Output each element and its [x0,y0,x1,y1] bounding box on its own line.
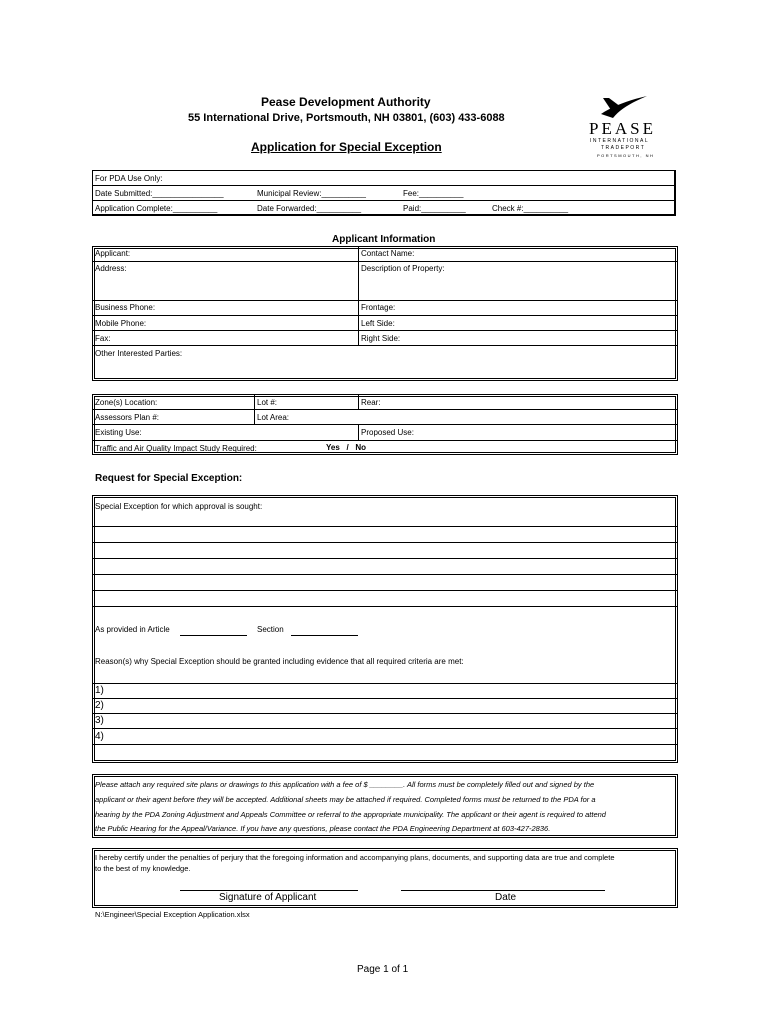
property-description-field[interactable]: Description of Property: [361,264,445,273]
signature-label: Signature of Applicant [219,892,317,903]
org-name: Pease Development Authority [261,95,431,109]
other-parties-field[interactable]: Other Interested Parties: [95,349,183,358]
notice-line-3: hearing by the PDA Zoning Adjustment and Appeals Committee or referral to the appropriate municipality. The applicant or their agent is required to attend [95,810,606,819]
file-path: N:\Engineer\Special Exception Application.xlsx [95,910,250,919]
request-box [92,495,678,763]
date-label: Date [495,892,517,903]
applicant-field[interactable]: Applicant: [95,249,131,258]
zones-location-field[interactable]: Zone(s) Location: [95,398,158,407]
business-phone-field[interactable]: Business Phone: [95,303,156,312]
municipal-review-field[interactable]: Municipal Review:__________ [257,189,366,198]
left-side-field[interactable]: Left Side: [361,319,395,328]
paid-field[interactable]: Paid:__________ [403,204,466,213]
existing-use-field[interactable]: Existing Use: [95,428,142,437]
reason-item-4[interactable]: 4) [95,731,104,742]
signature-input[interactable] [180,890,358,891]
lot-area-field[interactable]: Lot Area: [257,413,290,422]
contact-name-field[interactable]: Contact Name: [361,249,415,258]
mobile-phone-field[interactable]: Mobile Phone: [95,319,147,328]
logo-line3: PORTSMOUTH, NH [597,153,655,158]
proposed-use-field[interactable]: Proposed Use: [361,428,414,437]
certify-line-2: to the best of my knowledge. [95,864,191,873]
application-complete-field[interactable]: Application Complete:__________ [95,204,218,213]
traffic-study-label: Traffic and Air Quality Impact Study Required: [95,444,257,453]
date-input[interactable] [401,890,605,891]
pease-logo [585,92,660,162]
section-label: Section [257,625,284,634]
reason-item-3[interactable]: 3) [95,715,104,726]
page-title: Application for Special Exception [251,140,442,154]
date-submitted-field[interactable]: Date Submitted:________________ [95,189,224,198]
exception-sought-field[interactable]: Special Exception for which approval is sought: [95,502,263,511]
request-heading: Request for Special Exception: [95,473,243,484]
reason-item-1[interactable]: 1) [95,685,104,696]
fax-field[interactable]: Fax: [95,334,111,343]
lot-number-field[interactable]: Lot #: [257,398,278,407]
provided-article-label: As provided in Article [95,625,170,634]
logo-line2: TRADEPORT [601,145,646,151]
check-field[interactable]: Check #:__________ [492,204,569,213]
org-address: 55 International Drive, Portsmouth, NH 03801, (603) 433-6088 [188,112,505,124]
logo-name: PEASE [589,119,656,138]
date-forwarded-field[interactable]: Date Forwarded:__________ [257,204,362,213]
traffic-yes-no-option[interactable]: Yes / No [326,443,367,452]
fee-field[interactable]: Fee:__________ [403,189,464,198]
pda-use-heading: For PDA Use Only: [95,174,163,183]
reasons-label: Reason(s) why Special Exception should be granted including evidence that all required criteria are met: [95,657,464,666]
assessors-plan-field[interactable]: Assessors Plan #: [95,413,160,422]
notice-line-4: the Public Hearing for the Appeal/Variance. If you have any questions, please contact the PDA Engineering Department at 603-427-2836. [95,824,551,833]
reason-item-2[interactable]: 2) [95,700,104,711]
notice-line-2: applicant or their agent before they will be accepted. Additional sheets may be attached if required. Completed forms must be returned to the PDA for a [95,795,596,804]
logo-line1: INTERNATIONAL [590,138,650,144]
address-field[interactable]: Address: [95,264,127,273]
frontage-field[interactable]: Frontage: [361,303,396,312]
certify-line-1: I hereby certify under the penalties of perjury that the foregoing information and accompanying plans, documents, and supporting data are true and complete [95,853,615,862]
rear-field[interactable]: Rear: [361,398,381,407]
notice-line-1: Please attach any required site plans or drawings to this application with a fee of $ ________. All forms must be completely filled out and signed by the [95,780,595,789]
page-number: Page 1 of 1 [357,964,409,975]
applicant-heading: Applicant Information [332,234,436,245]
article-input[interactable] [180,635,247,636]
plane-icon [599,92,649,120]
right-side-field[interactable]: Right Side: [361,334,401,343]
section-input[interactable] [291,635,358,636]
